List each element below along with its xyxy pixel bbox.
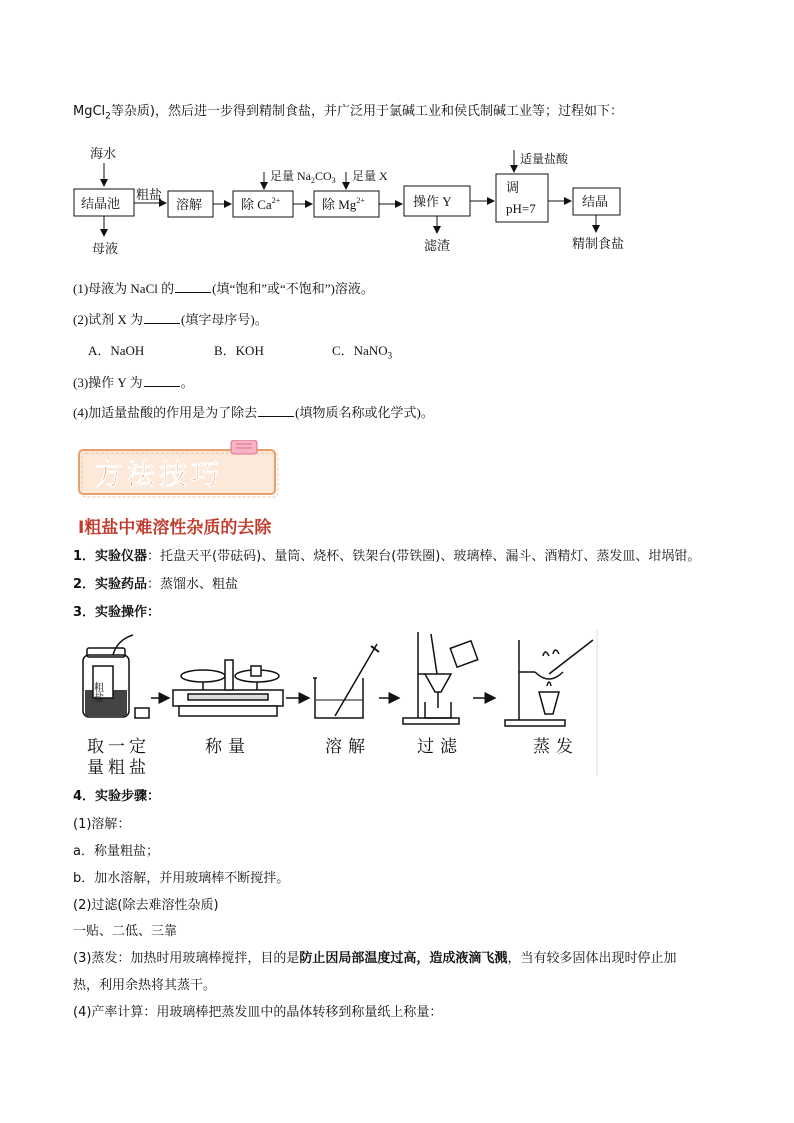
option-a: A．NaOH <box>88 343 145 358</box>
option-c <box>332 342 392 365</box>
option-c-text: C．NaNO <box>332 343 388 358</box>
item-2 <box>73 576 238 594</box>
question-4 <box>73 404 434 422</box>
q1-blank <box>175 280 211 293</box>
beaker-stirring-icon <box>313 644 379 718</box>
experiment-apparatus-illustration <box>73 630 603 780</box>
option-b: B．KOH <box>214 343 264 358</box>
caption-filter: 过滤 <box>417 737 463 757</box>
q4-text-b: (填物质名称或化学式)。 <box>295 405 434 420</box>
q2-text-b: (填字母序号)。 <box>181 312 268 327</box>
jar-label: 粗盐 <box>91 682 103 702</box>
remove-ca-text: 除 Ca <box>241 197 272 212</box>
banner-text: 方法技巧 <box>95 458 224 491</box>
adjust-label-1: 调 <box>506 180 520 195</box>
q4-text-a: (4)加适量盐酸的作用是为了除去 <box>73 405 258 420</box>
product-label: 精制食盐 <box>572 236 625 251</box>
option-c-sub: 3 <box>387 350 393 361</box>
item-2-text: ：蒸馏水、粗盐 <box>147 577 239 592</box>
seawater-label: 海水 <box>90 146 117 161</box>
mg-sup: 2+ <box>356 196 365 205</box>
step-2: (2)过滤(除去难溶性杂质) <box>73 898 219 913</box>
balance-scale-icon <box>173 660 283 716</box>
question-1 <box>73 280 374 298</box>
intro-sub: 2 <box>105 111 111 122</box>
filtration-setup-icon <box>403 632 478 724</box>
reagent-x-label: 足量 X <box>352 169 388 183</box>
q1-text-a: (1)母液为 NaCl 的 <box>73 281 175 296</box>
caption-evaporate: 蒸发 <box>533 737 579 757</box>
step-1: (1)溶解： <box>73 817 131 832</box>
remove-mg-text: 除 Mg <box>322 197 357 212</box>
step-3-text-b: ，当有较多固体出现时停止加 <box>507 951 677 966</box>
item-1-text: ：托盘天平(带砝码)、量筒、烧杯、铁架台(带铁圈)、玻璃棒、漏斗、酒精灯、蒸发皿、坩埚钳。 <box>147 549 701 564</box>
paper-clip-icon <box>231 440 257 454</box>
step-1b: b．加水溶解，并用玻璃棒不断搅拌。 <box>73 871 290 886</box>
crystal-label: 结晶 <box>582 194 609 209</box>
caption-take-line1: 取一定 <box>87 737 150 757</box>
caption-take-line2: 量粗盐 <box>87 758 150 778</box>
step-2a: 一贴、二低、三靠 <box>73 924 178 939</box>
q2-blank <box>144 311 180 324</box>
question-2-options <box>88 342 392 365</box>
item-2-label: 2．实验药品 <box>73 577 148 592</box>
na2co3-mid: CO <box>315 169 332 183</box>
question-2 <box>73 311 268 329</box>
item-3: 3．实验操作： <box>73 605 161 620</box>
caption-dissolve: 溶解 <box>325 737 371 757</box>
question-3 <box>73 374 194 392</box>
item-1-label: 1．实验仪器 <box>73 549 148 564</box>
step-3-line2: 热，利用余热将其蒸干。 <box>73 978 217 993</box>
dissolve-label: 溶解 <box>176 197 203 212</box>
intro-rest: 等杂质)，然后进一步得到精制食盐，并广泛用于氯碱工业和侯氏制碱工业等；过程如下： <box>110 104 623 119</box>
q3-text-b: 。 <box>180 375 194 390</box>
ca-sup: 2+ <box>271 196 281 205</box>
caption-weigh: 称量 <box>205 737 251 757</box>
residue-label: 滤渣 <box>424 238 451 253</box>
q2-text-a: (2)试剂 X 为 <box>73 312 144 327</box>
step-4: (4)产率计算：用玻璃棒把蒸发皿中的晶体转移到称量纸上称量： <box>73 1005 443 1020</box>
na2co3-prefix: 足量 Na <box>270 169 311 183</box>
na2co3-sub1: 2 <box>311 176 315 185</box>
step-3-text-a: (3)蒸发：加热时用玻璃棒搅拌，目的是 <box>73 951 300 966</box>
section-title: Ⅰ粗盐中难溶性杂质的去除 <box>78 518 272 538</box>
step-3 <box>73 950 676 968</box>
acid-label: 适量盐酸 <box>520 152 569 166</box>
q1-text-b: (填“饱和”或“不饱和”)溶液。 <box>212 281 374 296</box>
process-flowchart <box>0 0 794 260</box>
q3-blank <box>144 374 180 387</box>
op-y-label: 操作 Y <box>413 194 452 209</box>
na2co3-sub2: 3 <box>331 176 336 185</box>
intro-prefix: MgCl <box>73 104 106 119</box>
method-tips-banner <box>73 440 281 498</box>
q3-text-a: (3)操作 Y 为 <box>73 375 143 390</box>
mother-liquor-label: 母液 <box>92 241 119 256</box>
salt-jar-icon <box>83 635 149 718</box>
item-1 <box>73 548 700 566</box>
crude-salt-label: 粗盐 <box>136 187 163 202</box>
evaporation-setup-icon <box>505 640 593 726</box>
step-1a: a．称量粗盐； <box>73 844 159 859</box>
steps-label: 4．实验步骤： <box>73 789 161 804</box>
q4-blank <box>258 404 294 417</box>
pool-label: 结晶池 <box>81 196 121 211</box>
step-3-bold: 防止因局部温度过高，造成液滴飞溅 <box>299 951 508 966</box>
adjust-label-2: pH=7 <box>506 201 536 216</box>
na2co3-label <box>270 169 336 185</box>
